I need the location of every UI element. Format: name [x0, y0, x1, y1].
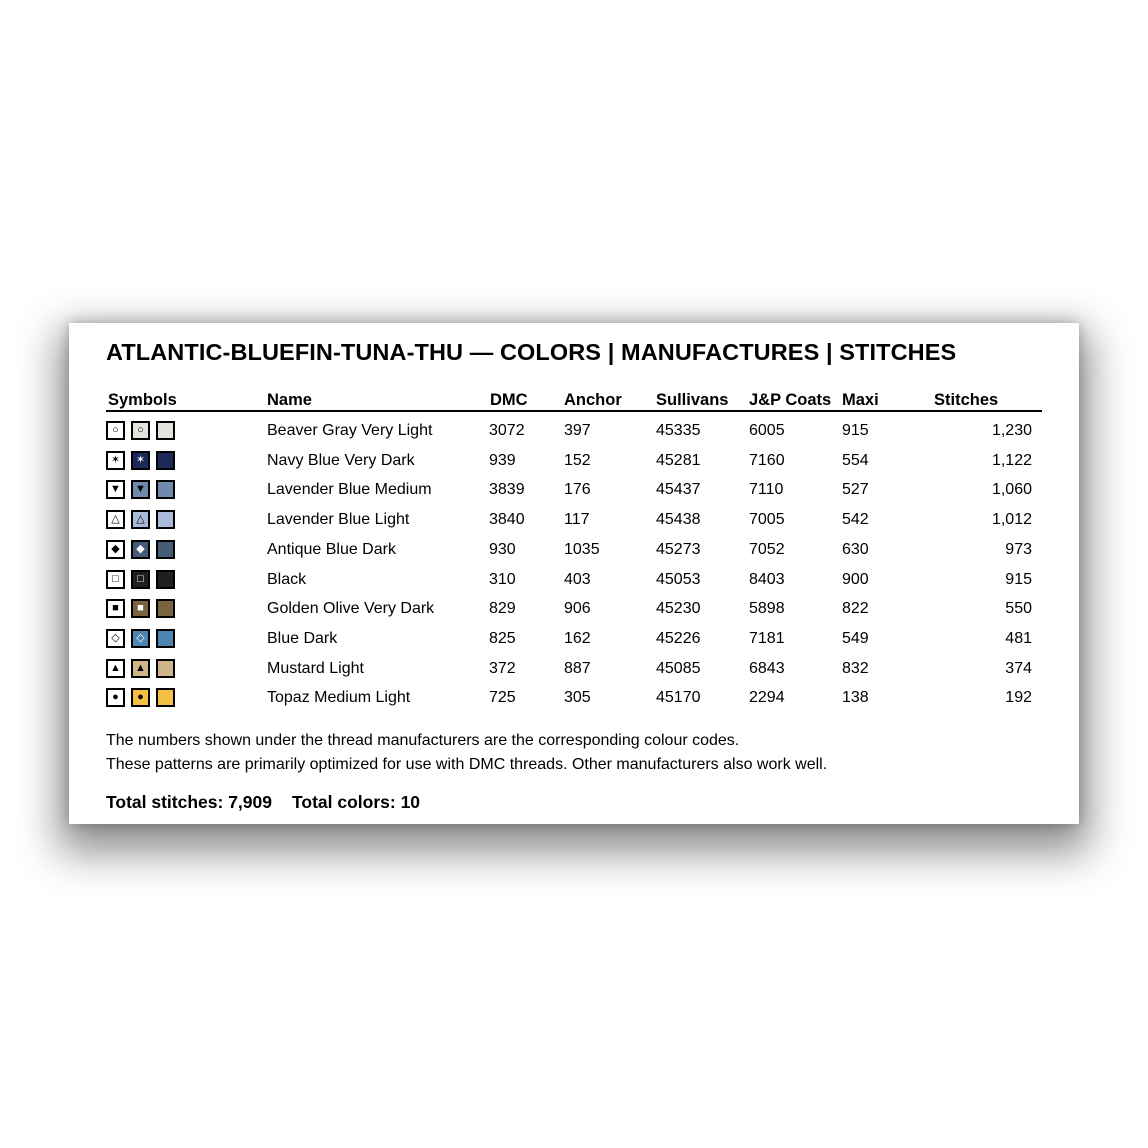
row-stitches: 973 [1005, 540, 1032, 558]
table-row [69, 479, 1079, 503]
row-stitches: 915 [1005, 570, 1032, 588]
symbol-glyph: ▼ [110, 483, 121, 496]
symbol-glyph: ◆ [136, 542, 145, 555]
symbol-glyph: ○ [137, 424, 144, 436]
symbol-swatch [106, 421, 125, 440]
symbol-glyph: △ [111, 513, 120, 526]
row-dmc: 3840 [489, 511, 525, 529]
row-stitches: 481 [1005, 629, 1032, 647]
row-anchor: 906 [564, 600, 591, 618]
row-dmc: 825 [489, 629, 516, 647]
row-dmc: 372 [489, 659, 516, 677]
header-jp-coats: J&P Coats [749, 391, 832, 409]
symbol-glyph: ■ [112, 602, 119, 615]
row-maxi: 549 [842, 629, 869, 647]
header-name: Name [267, 391, 312, 409]
symbol-swatch [106, 510, 125, 529]
symbol-swatch [106, 688, 125, 707]
row-anchor: 117 [564, 511, 590, 529]
row-sullivans: 45281 [656, 451, 701, 469]
note-dmc-optimized: These patterns are primarily optimized for use with DMC threads. Other manufacturers also work well. [106, 756, 828, 773]
symbol-on-color-swatch [131, 659, 150, 678]
row-maxi: 554 [842, 451, 869, 469]
row-sullivans: 45437 [656, 481, 701, 499]
color-chart-card [69, 323, 1079, 824]
header-symbols: Symbols [108, 391, 177, 409]
row-sullivans: 45053 [656, 570, 701, 588]
row-jp-coats: 6843 [749, 659, 785, 677]
symbol-glyph: ▲ [135, 661, 146, 674]
row-sullivans: 45230 [656, 600, 701, 618]
symbol-on-color-swatch [131, 570, 150, 589]
row-sullivans: 45226 [656, 629, 701, 647]
table-row [69, 628, 1079, 652]
table-row [69, 598, 1079, 622]
color-swatch [156, 540, 175, 559]
color-swatch [156, 570, 175, 589]
symbol-glyph: ◇ [136, 631, 145, 644]
total-stitches: Total stitches: 7,909 [106, 792, 272, 812]
table-header [106, 391, 1042, 412]
symbol-swatch [106, 629, 125, 648]
symbol-on-color-swatch [131, 421, 150, 440]
row-dmc: 930 [489, 540, 516, 558]
row-dmc: 310 [489, 570, 516, 588]
symbol-on-color-swatch [131, 629, 150, 648]
symbol-glyph: △ [136, 513, 145, 526]
symbol-swatch [106, 599, 125, 618]
row-anchor: 152 [564, 451, 591, 469]
row-maxi: 915 [842, 422, 869, 439]
symbol-glyph: ■ [137, 602, 144, 615]
header-dmc: DMC [490, 391, 528, 409]
row-sullivans: 45335 [656, 422, 701, 439]
row-name: Golden Olive Very Dark [267, 600, 435, 618]
row-sullivans: 45170 [656, 689, 701, 707]
total-colors: Total colors: 10 [292, 792, 421, 812]
row-name: Lavender Blue Medium [267, 481, 432, 499]
row-name: Mustard Light [267, 659, 364, 677]
row-sullivans: 45438 [656, 511, 701, 529]
row-stitches: 1,060 [991, 481, 1032, 499]
symbol-glyph: ✶ [135, 453, 146, 466]
symbol-glyph: ◆ [111, 542, 120, 555]
row-sullivans: 45273 [656, 540, 701, 558]
row-maxi: 832 [842, 659, 869, 677]
color-swatch [156, 599, 175, 618]
row-dmc: 939 [489, 451, 516, 469]
row-name: Black [267, 570, 307, 588]
row-anchor: 305 [564, 689, 591, 707]
color-swatch [156, 451, 175, 470]
row-jp-coats: 5898 [749, 600, 785, 618]
table-row [69, 450, 1079, 474]
row-maxi: 822 [842, 600, 869, 618]
row-jp-coats: 7052 [749, 540, 785, 558]
row-jp-coats: 7181 [749, 629, 785, 647]
row-dmc: 725 [489, 689, 516, 707]
symbol-on-color-swatch [131, 688, 150, 707]
row-anchor: 397 [564, 422, 591, 439]
header-anchor: Anchor [564, 391, 622, 409]
color-swatch [156, 480, 175, 499]
row-jp-coats: 7110 [749, 481, 784, 499]
row-maxi: 900 [842, 570, 869, 588]
symbol-glyph: ▲ [110, 661, 121, 674]
symbol-glyph: ▼ [135, 483, 146, 496]
header-stitches: Stitches [934, 391, 999, 409]
row-anchor: 887 [564, 659, 591, 677]
row-maxi: 527 [842, 481, 869, 499]
symbol-on-color-swatch [131, 540, 150, 559]
row-jp-coats: 7160 [749, 451, 785, 469]
symbol-swatch [106, 659, 125, 678]
row-maxi: 542 [842, 511, 869, 529]
symbol-swatch [106, 451, 125, 470]
color-swatch [156, 510, 175, 529]
color-swatch [156, 421, 175, 440]
row-name: Lavender Blue Light [267, 511, 410, 529]
row-stitches: 192 [1005, 689, 1032, 707]
row-jp-coats: 6005 [749, 422, 785, 439]
row-dmc: 829 [489, 600, 516, 618]
symbol-glyph: ✶ [110, 453, 121, 466]
row-name: Blue Dark [267, 629, 338, 647]
row-name: Topaz Medium Light [267, 689, 411, 707]
symbol-glyph: □ [112, 572, 119, 585]
symbol-swatch [106, 480, 125, 499]
color-swatch [156, 688, 175, 707]
symbol-swatch [106, 570, 125, 589]
symbol-glyph: □ [137, 572, 144, 585]
symbol-swatch [106, 540, 125, 559]
row-jp-coats: 7005 [749, 511, 785, 529]
symbol-glyph: ◇ [111, 631, 120, 644]
table-row [69, 658, 1079, 682]
totals [106, 792, 420, 813]
row-anchor: 162 [564, 629, 591, 647]
symbol-glyph: ● [137, 691, 144, 704]
row-stitches: 1,122 [991, 451, 1032, 469]
row-anchor: 176 [564, 481, 591, 499]
row-name: Navy Blue Very Dark [267, 451, 415, 469]
symbol-glyph: ○ [112, 424, 119, 436]
color-swatch [156, 629, 175, 648]
row-name: Beaver Gray Very Light [267, 422, 433, 439]
row-dmc: 3072 [489, 422, 525, 439]
header-maxi: Maxi [842, 391, 879, 409]
row-stitches: 550 [1005, 600, 1032, 618]
symbol-on-color-swatch [131, 599, 150, 618]
symbol-on-color-swatch [131, 480, 150, 499]
table-row [69, 569, 1079, 593]
row-jp-coats: 2294 [749, 689, 785, 707]
symbol-on-color-swatch [131, 510, 150, 529]
symbol-on-color-swatch [131, 451, 150, 470]
row-stitches: 1,012 [991, 511, 1032, 529]
row-maxi: 138 [842, 689, 869, 707]
color-swatch [156, 659, 175, 678]
row-sullivans: 45085 [656, 659, 701, 677]
table-row [69, 687, 1079, 711]
row-jp-coats: 8403 [749, 570, 785, 588]
row-stitches: 1,230 [991, 422, 1032, 439]
row-name: Antique Blue Dark [267, 540, 396, 558]
row-dmc: 3839 [489, 481, 525, 499]
chart-title: ATLANTIC-BLUEFIN-TUNA-THU — COLORS | MANUFACTURES | STITCHES [106, 339, 957, 365]
row-anchor: 1035 [564, 540, 600, 558]
table-row [69, 420, 1079, 444]
table-row [69, 509, 1079, 533]
row-stitches: 374 [1005, 659, 1032, 677]
header-sullivans: Sullivans [656, 391, 729, 409]
row-maxi: 630 [842, 540, 869, 558]
symbol-glyph: ● [112, 691, 119, 704]
row-anchor: 403 [564, 570, 591, 588]
note-colour-codes: The numbers shown under the thread manufacturers are the corresponding colour codes. [106, 732, 740, 749]
table-row [69, 539, 1079, 563]
